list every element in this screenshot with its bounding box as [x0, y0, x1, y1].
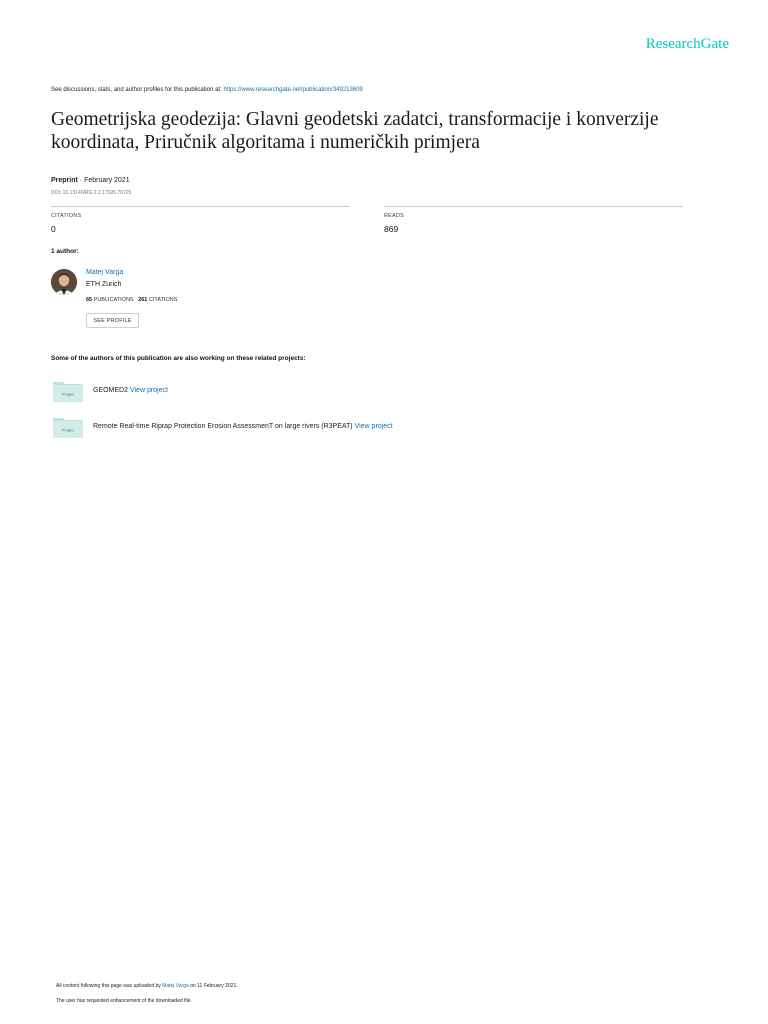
publication-meta [51, 177, 130, 184]
project-item [93, 423, 393, 430]
avatar-photo [51, 269, 77, 295]
publication-title: Geometrijska geodezija: Glavni geodetski zadatci, transformacije i konverzije koordinata, Priručnik algoritama i numeričkih primjera [51, 109, 659, 153]
related-projects-heading: Some of the authors of this publication are also working on these related projects: [51, 355, 306, 362]
project-folder-label: Project [61, 391, 75, 397]
divider-reads [384, 206, 683, 207]
reads-value: 869 [384, 224, 399, 234]
intro-text: See discussions, stats, and author profiles for this publication at: [51, 87, 224, 93]
project-folder-icon[interactable] [53, 380, 83, 402]
enhancement-note: The user has requested enhancement of the downloaded file. [56, 998, 192, 1004]
author-affiliation: ETH Zurich [86, 281, 122, 288]
author-name-link[interactable]: Matej Varga [86, 269, 124, 276]
view-project-link[interactable]: View project [129, 387, 168, 394]
project-folder-label: Project [61, 427, 75, 433]
publication-doi: DOI: 10.13140/RG.2.2.17026.70725 [51, 190, 132, 196]
authors-count: 1 author: [51, 248, 79, 255]
upload-suffix: on 11 February 2021. [188, 983, 238, 989]
author-publications-count: 65 [86, 297, 93, 303]
researchgate-logo[interactable]: ResearchGate [645, 36, 729, 52]
author-citations-count: 261 [138, 297, 148, 303]
publication-date: · February 2021 [77, 177, 130, 184]
see-profile-button[interactable]: SEE PROFILE [86, 313, 139, 328]
project-folder-icon[interactable] [53, 416, 83, 438]
publication-type: Preprint [51, 177, 78, 184]
view-project-link[interactable]: View project [354, 423, 393, 430]
project-item [93, 387, 168, 394]
citations-label: CITATIONS [51, 213, 82, 219]
uploader-link[interactable]: Matej Varga [162, 983, 189, 989]
publication-url-link[interactable]: https://www.researchgate.net/publication/349213609 [223, 87, 363, 93]
author-citations-label: CITATIONS [148, 297, 178, 303]
upload-prefix: All content following this page was uploaded by [56, 983, 163, 989]
reads-label: READS [384, 213, 404, 219]
author-avatar[interactable] [51, 269, 77, 295]
upload-note [56, 983, 238, 989]
project-title: GEOMED2 [93, 387, 130, 394]
author-publications-label: PUBLICATIONS [93, 297, 134, 303]
citations-value: 0 [51, 224, 56, 234]
author-counts [86, 297, 177, 303]
divider-citations [51, 206, 350, 207]
intro-line [51, 87, 363, 93]
project-title: Remote Real-time Riprap Protection Erosion AssessmenT on large rivers (R3PEAT) [93, 423, 355, 430]
